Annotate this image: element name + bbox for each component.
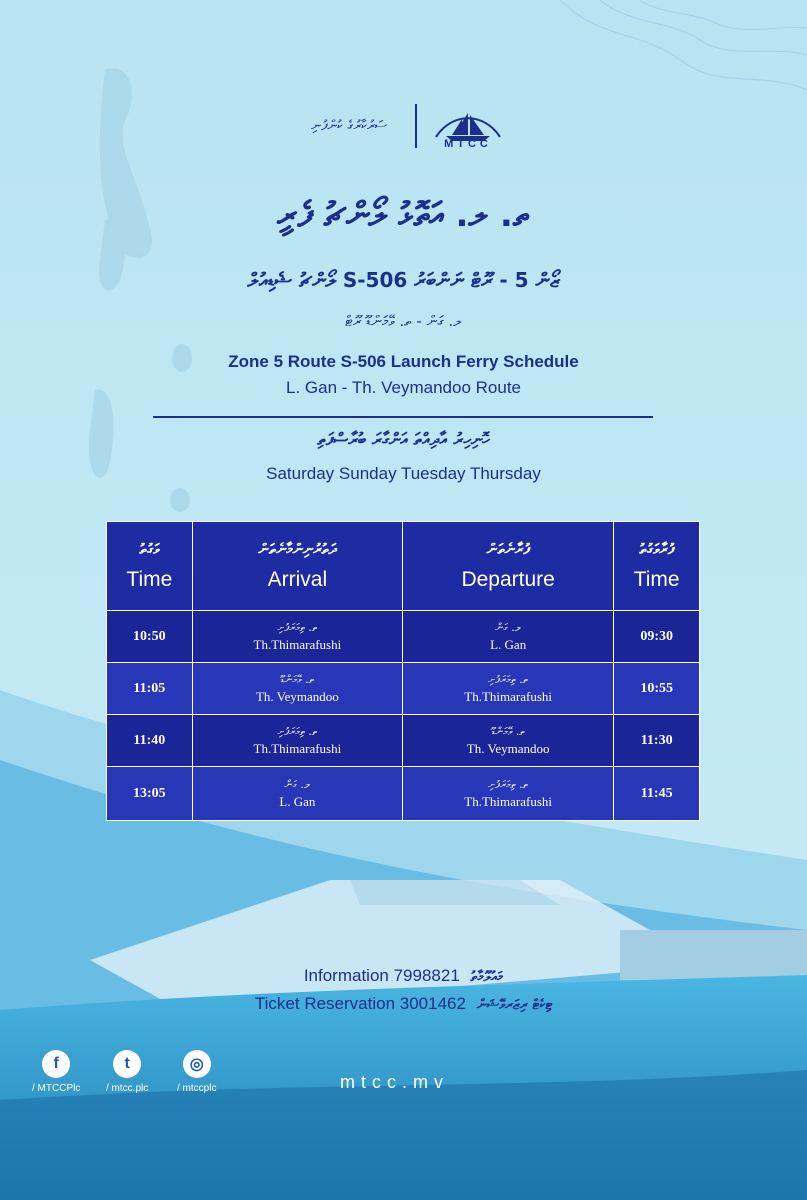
departure-place-dhivehi: ތ. ތިމަރަފުށި — [488, 672, 529, 686]
arrival-place-cell — [193, 767, 403, 820]
departure-time: 09:30 — [640, 628, 673, 644]
arrival-time-cell — [107, 767, 193, 820]
logo-divider — [415, 104, 417, 148]
twitter-icon[interactable]: t — [113, 1050, 141, 1078]
departure-place-english: Th. Veymandoo — [466, 740, 550, 756]
ticket-reservation-line — [0, 994, 807, 1014]
table-header-row — [107, 522, 699, 611]
header-departure-time — [614, 522, 699, 610]
header-label-dhivehi: ވަގުތު — [139, 540, 160, 558]
header-label-dhivehi: ދަތުރުނިންމާނެތަން — [258, 540, 337, 558]
header-departure — [403, 522, 614, 610]
arrival-place-cell — [193, 715, 403, 766]
arrival-time-cell — [107, 663, 193, 714]
arrival-place-dhivehi: ތ. ތިމަރަފުށި — [277, 620, 318, 634]
departure-place-dhivehi: ތ. ތިމަރަފުށި — [488, 777, 529, 791]
social-twitter[interactable] — [106, 1050, 148, 1094]
departure-time: 11:45 — [640, 785, 673, 801]
instagram-icon[interactable]: ◎ — [183, 1050, 211, 1078]
information-english: Information 7998821 — [303, 966, 460, 985]
header-logo — [0, 100, 807, 160]
page-title-dhivehi: ތ. ލ. އަތޮޅު ލޯންޗު ފެރީ — [277, 195, 530, 235]
departure-time-cell — [614, 715, 699, 766]
social-label: / mtcc.plc — [106, 1083, 149, 1094]
arrival-time-cell — [107, 611, 193, 662]
ticket-reservation-dhivehi: ޓިކެޓް ރިޒަރވޭޝަން — [476, 997, 553, 1013]
days-english: Saturday Sunday Tuesday Thursday — [266, 464, 541, 483]
route-name-dhivehi: ލ. ގަން - ތ. ވޭމަންޑޫ ރޫޓް — [345, 312, 462, 330]
logo-dhivehi-text: ސަރުކާރުގެ ކުންފުނި — [311, 118, 387, 134]
website-link[interactable]: mtcc.mv — [340, 1072, 449, 1092]
departure-time-cell — [614, 611, 699, 662]
arrival-place-english: Th. Veymandoo — [255, 688, 339, 704]
departure-place-cell — [403, 715, 614, 766]
arrival-place-dhivehi: ތ. ތިމަރަފުށި — [277, 724, 318, 738]
header-label-english: Time — [633, 568, 680, 591]
page-title-english: Zone 5 Route S-506 Launch Ferry Schedule — [228, 352, 579, 371]
arrival-place-dhivehi: ތ. ވޭމަންޑޫ — [280, 672, 315, 686]
departure-place-cell — [403, 611, 614, 662]
social-facebook[interactable] — [32, 1050, 80, 1094]
route-subtitle-dhivehi: ޒޯން 5 - ރޫޓް ނަންބަރު S-506 ލޯންޗު ޝެޑިއުލް — [247, 268, 560, 292]
arrival-place-cell — [193, 611, 403, 662]
schedule-table — [106, 521, 700, 821]
arrival-time: 11:40 — [133, 732, 166, 748]
departure-place-english: L. Gan — [490, 636, 527, 652]
facebook-icon[interactable]: f — [42, 1050, 70, 1078]
departure-time-cell — [614, 663, 699, 714]
header-label-english: Time — [126, 568, 173, 591]
departure-time: 11:30 — [640, 732, 673, 748]
header-label-english: Arrival — [267, 568, 328, 591]
title-divider — [153, 416, 653, 418]
departure-place-dhivehi: ތ. ވޭމަންޑޫ — [491, 724, 525, 738]
arrival-place-cell — [193, 663, 403, 714]
arrival-time: 11:05 — [133, 680, 166, 696]
header-label-dhivehi: ފުރާވަގުތު — [639, 540, 674, 558]
route-name-english: L. Gan - Th. Veymandoo Route — [286, 378, 521, 397]
table-row — [107, 663, 699, 715]
departure-place-english: Th.Thimarafushi — [464, 688, 553, 704]
departure-place-english: Th.Thimarafushi — [464, 793, 553, 809]
arrival-place-dhivehi: ލ. ގަން — [284, 777, 311, 791]
table-row — [107, 715, 699, 767]
arrival-time: 10:50 — [133, 628, 166, 644]
header-label-dhivehi: ފުރާނެތަން — [486, 540, 530, 558]
arrival-place-english: L. Gan — [279, 793, 316, 809]
header-label-english: Departure — [461, 568, 555, 591]
header-arrival-time — [107, 522, 193, 610]
arrival-place-english: Th.Thimarafushi — [253, 636, 342, 652]
social-label: / mtccplc — [177, 1083, 217, 1094]
logo-text: MTCC — [444, 138, 492, 150]
information-dhivehi: މައުލޫމާތު — [470, 969, 504, 985]
header-arrival — [193, 522, 403, 610]
information-line — [0, 966, 807, 986]
table-row — [107, 767, 699, 820]
departure-place-cell — [403, 663, 614, 714]
arrival-place-english: Th.Thimarafushi — [253, 740, 342, 756]
social-label: / MTCCPlc — [32, 1083, 81, 1094]
arrival-time: 13:05 — [133, 785, 166, 801]
days-dhivehi: ހޮނިހިރު އާދިއްތަ އަންގާރަ ބުރާސްފަތި — [317, 430, 490, 450]
departure-place-cell — [403, 767, 614, 820]
social-instagram[interactable] — [177, 1050, 216, 1094]
departure-place-dhivehi: ލ. ގަން — [495, 620, 522, 634]
arrival-time-cell — [107, 715, 193, 766]
table-row — [107, 611, 699, 663]
ticket-reservation-english: Ticket Reservation 3001462 — [254, 994, 466, 1013]
departure-time: 10:55 — [640, 680, 673, 696]
departure-time-cell — [614, 767, 699, 820]
